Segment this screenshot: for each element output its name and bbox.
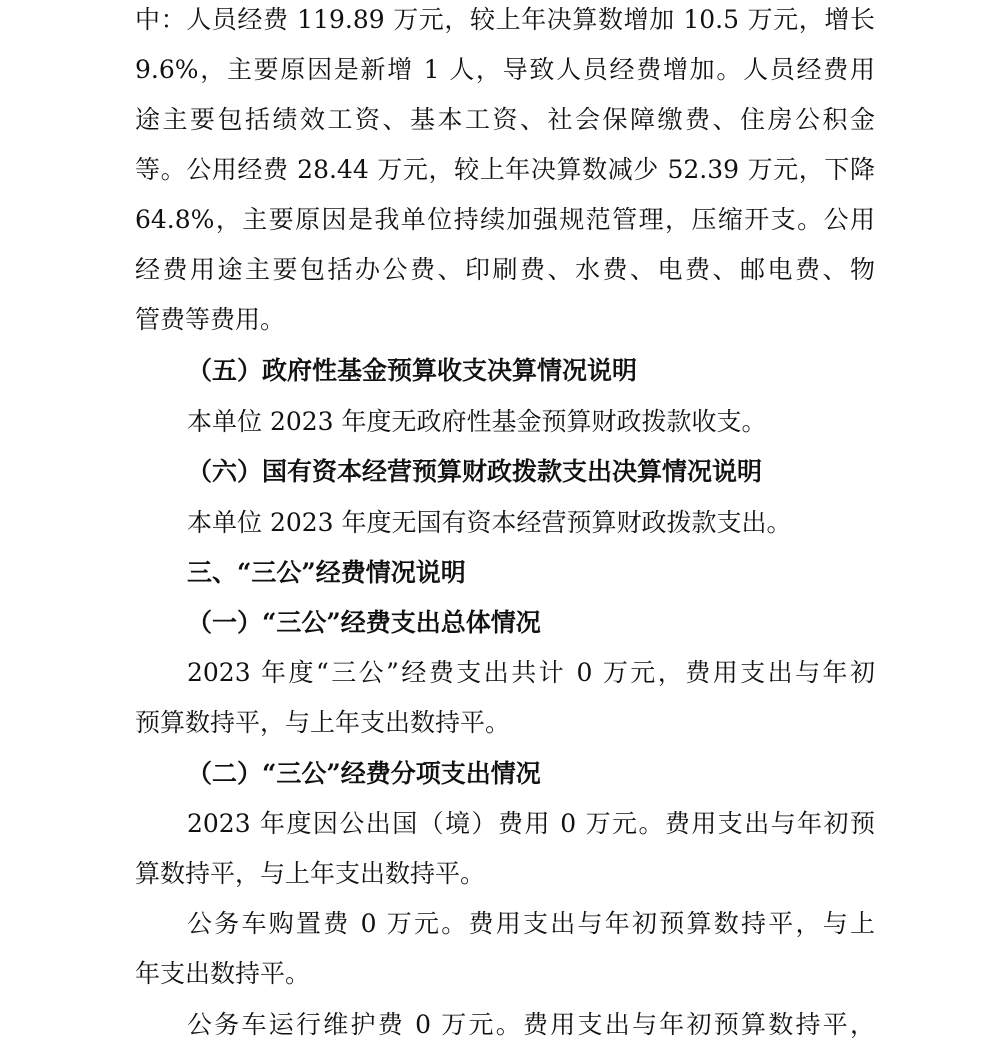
paragraph-line: 管费等费用。 xyxy=(135,305,286,334)
paragraph-line: 9.6%，主要原因是新增 1 人，导致人员经费增加。人员经费用 xyxy=(135,55,875,84)
paragraph-line: 本单位 2023 年度无政府性基金预算财政拨款收支。 xyxy=(187,407,767,436)
paragraph-line: 公务车购置费 0 万元。费用支出与年初预算数持平，与上 xyxy=(187,909,875,938)
section-heading-5: （五）政府性基金预算收支决算情况说明 xyxy=(187,356,638,385)
paragraph-line: 途主要包括绩效工资、基本工资、社会保障缴费、住房公积金 xyxy=(135,105,875,134)
paragraph-line: 预算数持平，与上年支出数持平。 xyxy=(135,708,511,737)
paragraph-line: 本单位 2023 年度无国有资本经营预算财政拨款支出。 xyxy=(187,508,792,537)
paragraph-line: 2023 年度“三公”经费支出共计 0 万元，费用支出与年初 xyxy=(187,658,875,687)
paragraph-line: 公务车运行维护费 0 万元。费用支出与年初预算数持平， xyxy=(187,1010,875,1039)
chapter-heading-3: 三、“三公”经费情况说明 xyxy=(187,558,466,587)
paragraph-line: 64.8%，主要原因是我单位持续加强规范管理，压缩开支。公用 xyxy=(135,205,875,234)
paragraph-line: 年支出数持平。 xyxy=(135,959,311,988)
paragraph-line: 经费用途主要包括办公费、印刷费、水费、电费、邮电费、物 xyxy=(135,255,875,284)
subsection-heading-1: （一）“三公”经费支出总体情况 xyxy=(187,608,541,637)
section-heading-6: （六）国有资本经营预算财政拨款支出决算情况说明 xyxy=(187,457,763,486)
paragraph-line: 中：人员经费 119.89 万元，较上年决算数增加 10.5 万元，增长 xyxy=(135,5,875,34)
paragraph-line: 2023 年度因公出国（境）费用 0 万元。费用支出与年初预 xyxy=(187,809,875,838)
subsection-heading-2: （二）“三公”经费分项支出情况 xyxy=(187,759,541,788)
paragraph-line: 等。公用经费 28.44 万元，较上年决算数减少 52.39 万元，下降 xyxy=(135,155,875,184)
paragraph-line: 算数持平，与上年支出数持平。 xyxy=(135,859,486,888)
